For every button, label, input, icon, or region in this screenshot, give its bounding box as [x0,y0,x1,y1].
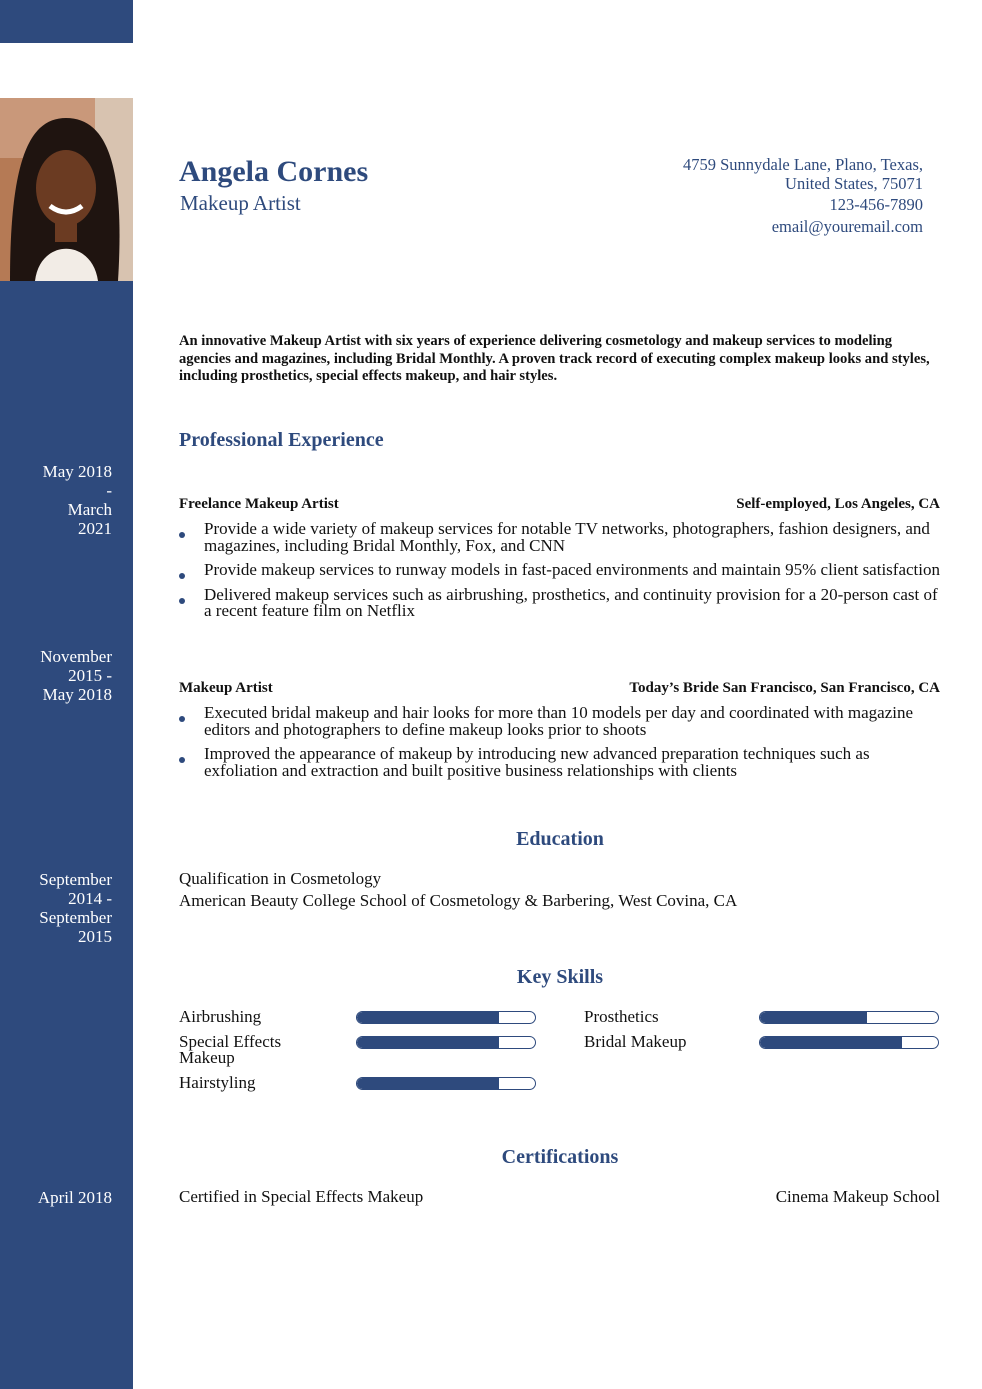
skill-bar-fill [357,1078,499,1089]
skill-label: Special Effects Makeup [179,1032,282,1067]
skill-label: Prosthetics [584,1007,659,1026]
job-1-dates: May 2018 - March 2021 [42,462,112,538]
skill-bar [356,1036,536,1049]
list-item: Delivered makeup services such as airbrushing, prosthetics, and continuity provision for a 20-person cast of a recent feature film on Netflix [179,587,944,620]
skill-bar-fill [357,1012,499,1023]
profile-photo [0,98,133,281]
skill-label: Bridal Makeup [584,1032,687,1051]
job-2-bullets [179,705,944,787]
skill-bar-fill [357,1037,499,1048]
skill-bar-fill [760,1037,902,1048]
education-dates: September 2014 - September 2015 [39,870,112,946]
sidebar [0,281,133,1389]
skill-bar-fill [760,1012,867,1023]
job-1-company: Self-employed, Los Angeles, CA [736,496,940,512]
summary: An innovative Makeup Artist with six years of experience delivering cosmetology and makeup services to modeling agencies and magazines, including Bridal Monthly. A proven track record of executing complex makeup looks and styles, including prosthetics, special effects makeup, and hair styles. [179,333,930,384]
email[interactable]: email@youremail.com [771,217,923,236]
job-2-dates: November 2015 - May 2018 [40,647,112,704]
list-item: Improved the appearance of makeup by introducing new advanced preparation techniques such as exfoliation and extraction and built positive business relationships with clients [179,746,944,779]
address-line-2: United States, 75071 [785,174,923,193]
certification-name: Certified in Special Effects Makeup [179,1187,424,1206]
candidate-role: Makeup Artist [180,191,301,215]
skill-bar [759,1036,939,1049]
skill-bar [759,1011,939,1024]
education-school: American Beauty College School of Cosmetology & Barbering, West Covina, CA [179,891,738,910]
skills-heading: Key Skills [516,966,604,988]
certification-issuer: Cinema Makeup School [775,1187,940,1206]
job-1-title: Freelance Makeup Artist [179,496,339,512]
skill-label: Airbrushing [179,1007,262,1026]
list-item: Provide makeup services to runway models in fast-paced environments and maintain 95% client satisfaction [179,562,944,579]
phone: 123-456-7890 [829,195,923,214]
skill-bar [356,1011,536,1024]
skill-label: Hairstyling [179,1073,256,1092]
certifications-heading: Certifications [501,1146,619,1168]
list-item: Provide a wide variety of makeup services for notable TV networks, photographers, fashion designers, and magazines, including Bridal Monthly, Fox, and CNN [179,521,944,554]
skill-bar [356,1077,536,1090]
job-2-company: Today’s Bride San Francisco, San Francisco, CA [629,680,940,696]
experience-heading: Professional Experience [179,429,384,451]
contact-block [603,155,923,236]
candidate-name: Angela Cornes [179,155,369,188]
certification-date: April 2018 [37,1188,112,1207]
education-heading: Education [516,828,604,850]
list-item: Executed bridal makeup and hair looks for more than 10 models per day and coordinated with magazine editors and photographers to define makeup looks prior to shoots [179,705,944,738]
job-1-bullets [179,521,944,628]
top-accent-block [0,0,133,43]
address-line-1: 4759 Sunnydale Lane, Plano, Texas, [682,155,923,174]
education-details [179,868,737,912]
job-2-title: Makeup Artist [179,680,273,696]
education-degree: Qualification in Cosmetology [179,869,382,888]
